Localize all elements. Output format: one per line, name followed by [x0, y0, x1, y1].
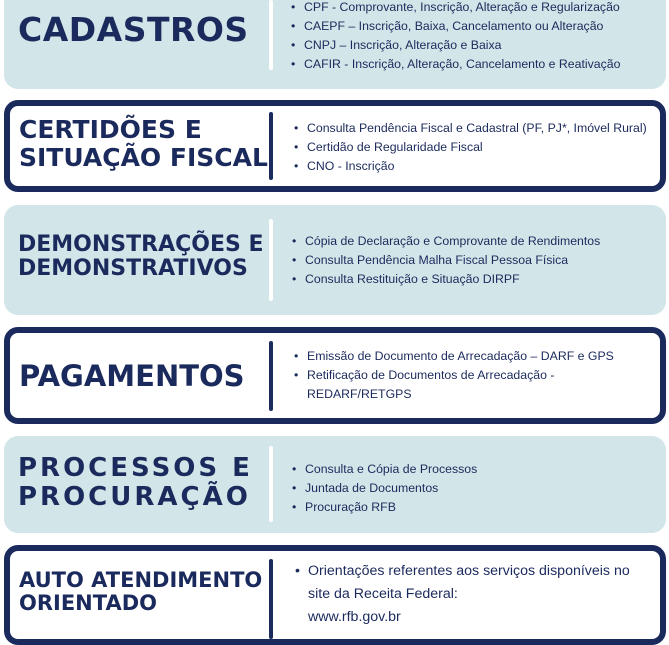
title-line: SITUAÇÃO FISCAL: [19, 142, 268, 172]
list-item: • Consulta e Cópia de Processos: [291, 460, 477, 479]
service-list: [294, 560, 634, 629]
section-auto-atendimento: [4, 545, 666, 645]
section-cadastros: [4, 0, 666, 89]
service-list: [291, 460, 477, 517]
section-processos: [4, 436, 666, 533]
list-item: • Emissão de Documento de Arrecadação – DARF e GPS: [293, 347, 614, 366]
section-certidoes: [4, 100, 666, 192]
title-line: ORIENTADO: [19, 591, 157, 616]
section-pagamentos: [4, 327, 666, 424]
list-item: • Consulta Pendência Malha Fiscal Pessoa Física: [291, 251, 600, 270]
divider: [269, 219, 273, 301]
title-line: PROCESSOS E: [18, 453, 253, 483]
section-title: [18, 233, 264, 281]
list-item: • Cópia de Declaração e Comprovante de Rendimentos: [291, 232, 600, 251]
service-list: [293, 347, 614, 404]
title-line: PAGAMENTOS: [19, 359, 245, 393]
list-item: • Retificação de Documentos de Arrecadação -: [293, 366, 614, 385]
list-item: • CAEPF – Inscrição, Baixa, Cancelamento ou Alteração: [290, 17, 620, 36]
service-list: [290, 0, 620, 74]
divider: [269, 0, 273, 70]
list-item: • Juntada de Documentos: [291, 479, 477, 498]
section-title: [19, 116, 268, 171]
title-line: PROCURAÇÃO: [18, 481, 251, 512]
title-line: AUTO ATENDIMENTO: [19, 568, 263, 592]
list-item: • Procuração RFB: [291, 498, 477, 517]
title-line: CADASTROS: [18, 10, 249, 49]
divider: [269, 341, 273, 411]
list-item: • Orientações referentes aos serviços disponíveis no site da Receita Federal:: [294, 560, 634, 606]
list-item: • CNPJ – Inscrição, Alteração e Baixa: [290, 36, 620, 55]
list-item-continuation: REDARF/RETGPS: [307, 387, 412, 401]
divider: [269, 559, 273, 639]
list-item: • Consulta Restituição e Situação DIRPF: [291, 270, 600, 289]
list-item: • CNO - Inscrição: [293, 157, 647, 176]
divider: [269, 112, 273, 180]
divider: [269, 446, 273, 522]
list-item-link[interactable]: www.rfb.gov.br: [308, 609, 401, 625]
section-title: [18, 454, 253, 511]
list-item: • Certidão de Regularidade Fiscal: [293, 138, 647, 157]
service-list: [293, 119, 647, 176]
list-item: • CAFIR - Inscrição, Alteração, Cancelamento e Reativação: [290, 55, 620, 74]
list-item: • CPF - Comprovante, Inscrição, Alteração e Regularização: [290, 0, 620, 17]
section-title: [19, 569, 262, 615]
section-demonstracoes: [4, 205, 666, 315]
title-line: DEMONSTRAÇÕES E: [18, 232, 264, 257]
section-title: [18, 12, 249, 48]
service-list: [291, 232, 600, 289]
title-line: DEMONSTRATIVOS: [18, 256, 248, 282]
title-line: CERTIDÕES E: [19, 115, 202, 144]
list-item: • Consulta Pendência Fiscal e Cadastral (PF, PJ*, Imóvel Rural): [293, 119, 647, 138]
section-title: [19, 361, 245, 393]
